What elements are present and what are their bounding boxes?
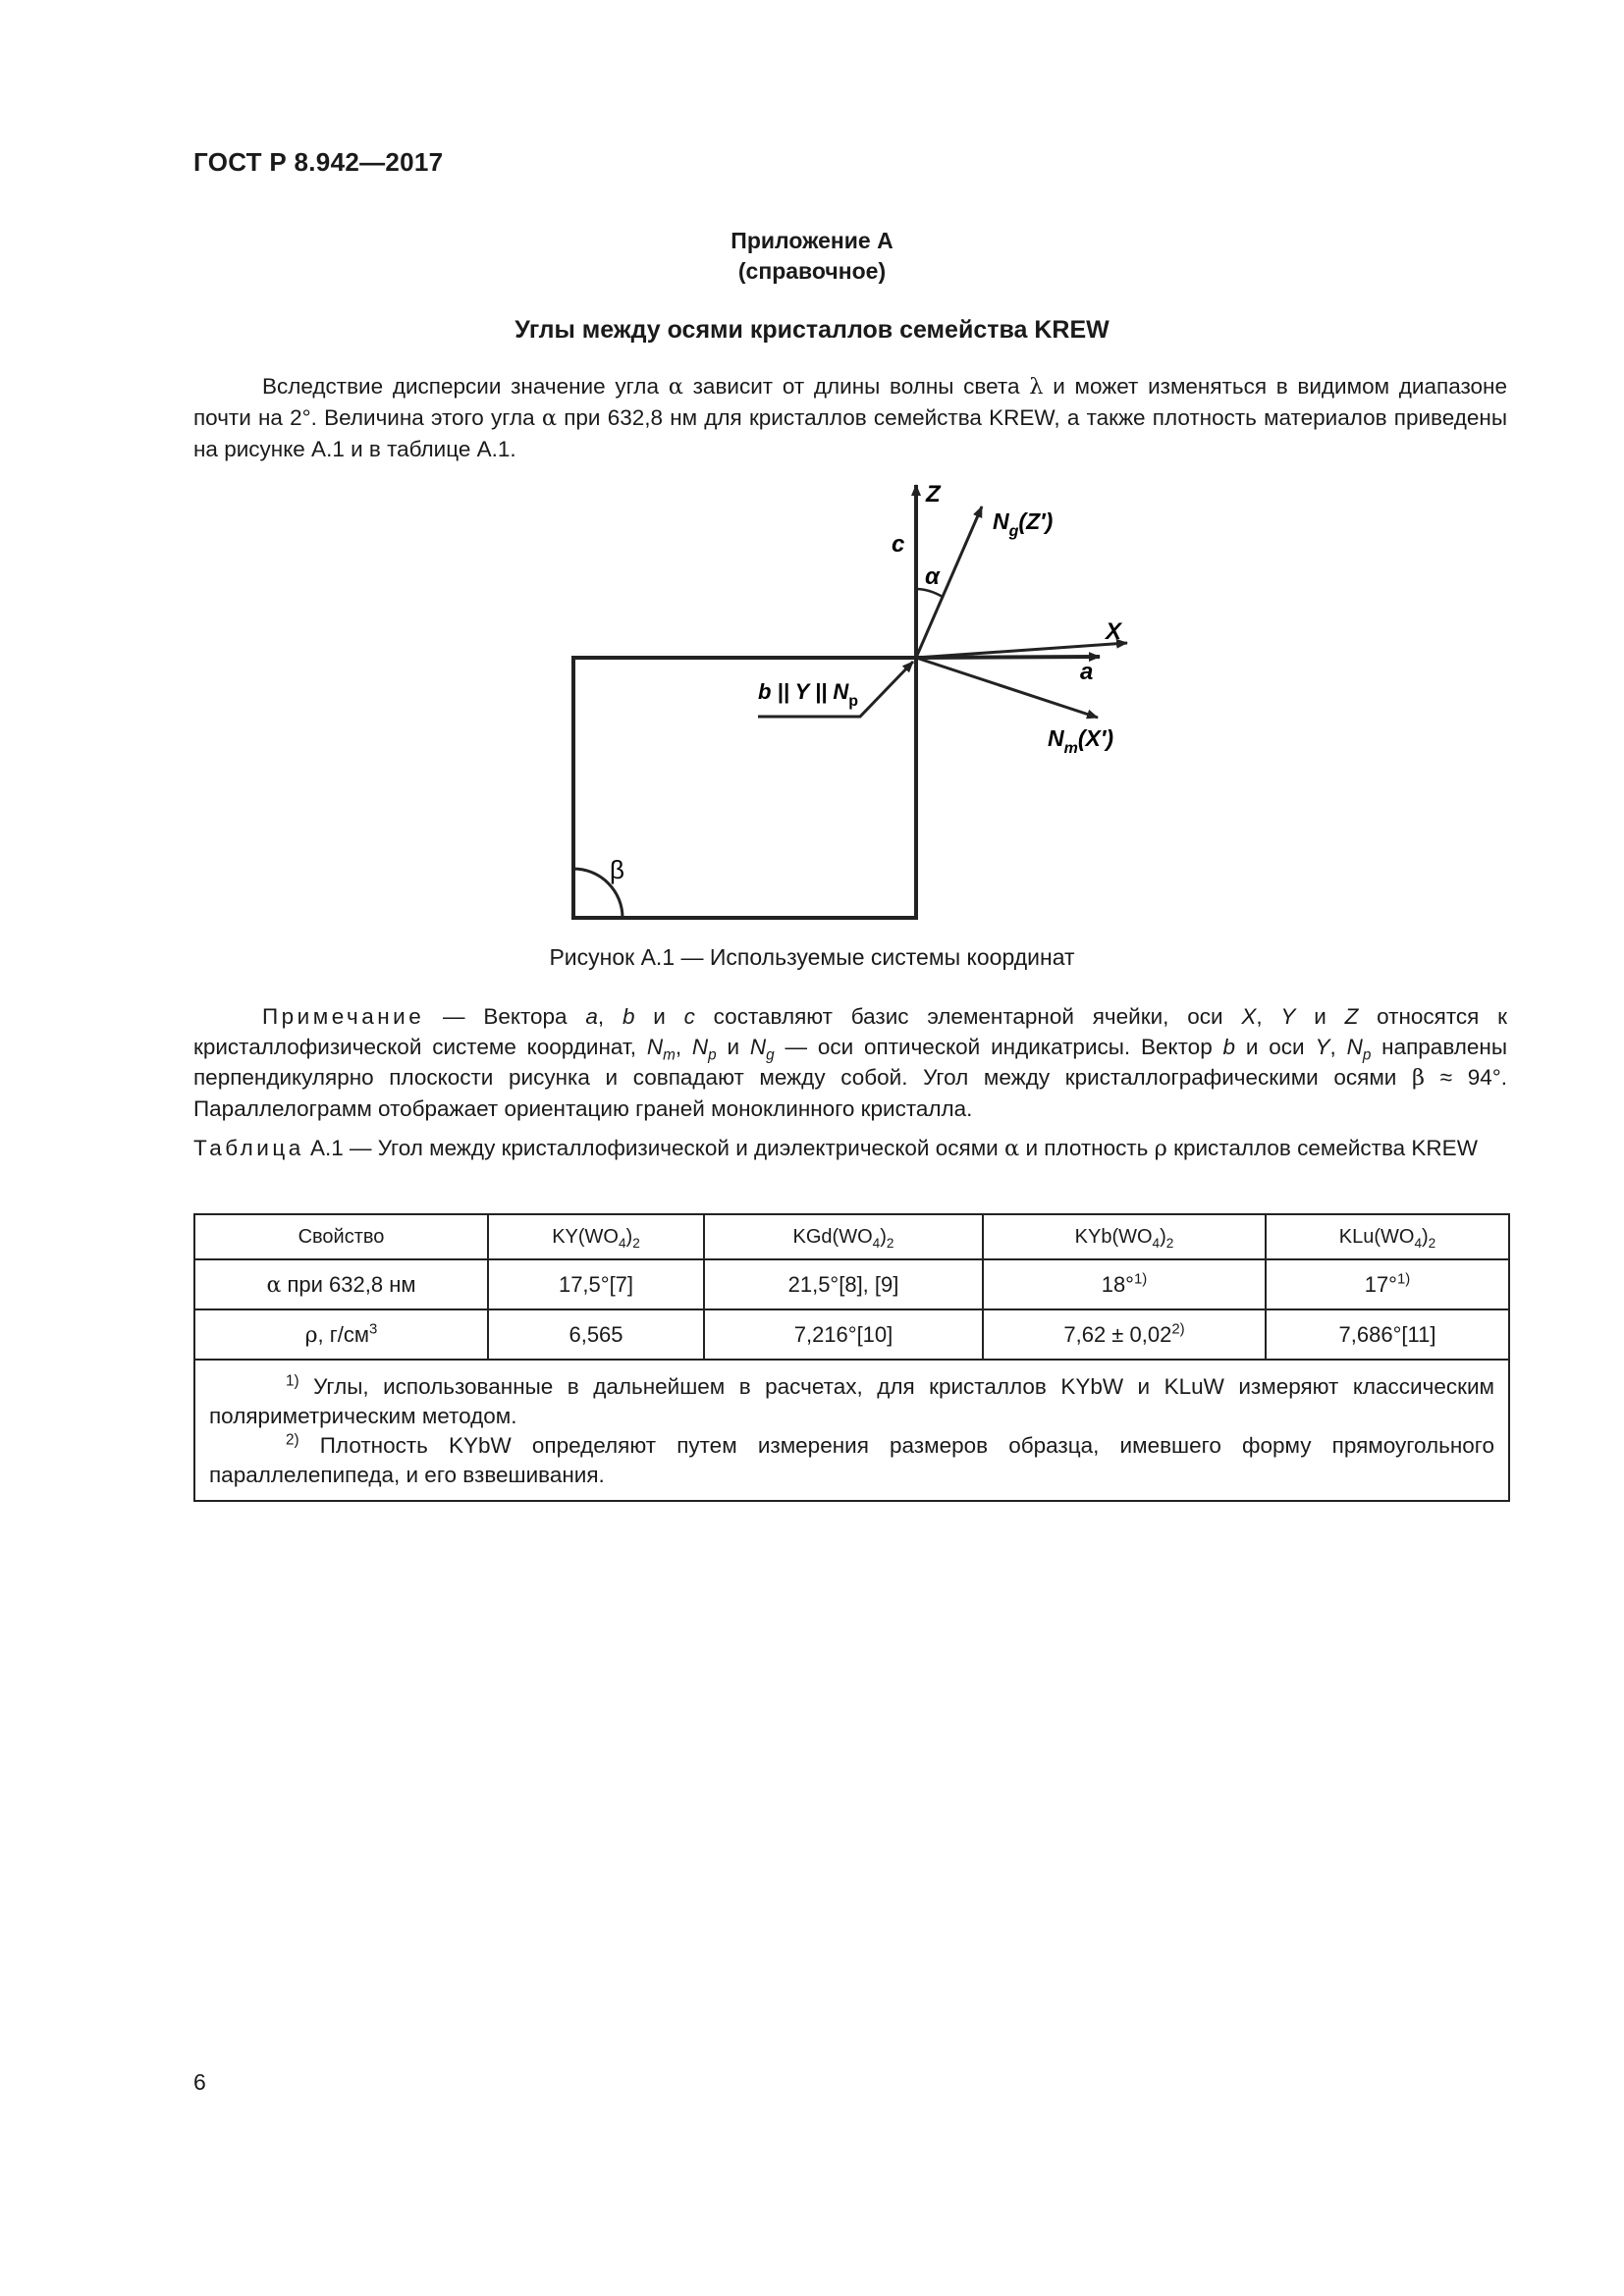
intro-text: при 632,8 нм для кристаллов семейства KREW, а также плотность материалов приведены на рисунке А.1 и в таблице А.1. (193, 405, 1507, 461)
document-code-header: ГОСТ Р 8.942—2017 (193, 147, 444, 177)
note-var: N (1346, 1035, 1363, 1059)
rho-symbol: ρ (1154, 1136, 1167, 1161)
table-notes-row (194, 1360, 1509, 1501)
note-subscript: m (663, 1046, 676, 1064)
table-cell: α при 632,8 нм (194, 1259, 488, 1309)
note-text: и (716, 1035, 750, 1059)
intro-text: и может изменяться в видимом диапазоне почти на 2°. Величина этого угла (193, 374, 1507, 430)
appendix-subtitle: (справочное) (737, 258, 887, 284)
alpha-symbol: α (541, 405, 558, 431)
table-cell: 6,565 (488, 1309, 704, 1360)
note-subscript: g (766, 1046, 775, 1064)
note-var: N (646, 1035, 664, 1059)
x-label: X (1106, 618, 1122, 645)
nm-label: $N_m(X')$ (1048, 725, 1114, 757)
table-cell: 7,216°[10] (704, 1309, 983, 1360)
note-var: Z (1344, 1004, 1359, 1029)
appendix-title: Приложение А (731, 228, 893, 253)
note-text: направлены перпендикулярно плоскости рисунка и совпадают между собой. Угол между кристаллографическими осями (193, 1035, 1507, 1090)
table-notes (194, 1360, 1509, 1501)
note-var: Y (1315, 1035, 1330, 1059)
nm-axis (916, 658, 1098, 718)
header-cell: $KY(WO_4)_2$ (488, 1214, 704, 1259)
b-y-np-label: b || Y || $N_p$ (758, 679, 859, 710)
table-cell: 18°$^{1)}$ (983, 1259, 1266, 1309)
table-caption-text: А.1 — Угол между кристаллофизической и диэлектрической осями (303, 1136, 1004, 1160)
section-title: Углы между осями кристаллов семейства KREW (514, 316, 1110, 344)
table-cell: 17°$^{1)}$ (1266, 1259, 1509, 1309)
note-text: составляют базис элементарной ячейки, оси (694, 1004, 1242, 1029)
table-caption-text: и плотность (1019, 1136, 1155, 1160)
table-caption (193, 1133, 1507, 1164)
table-footnote: $^{1)}$ Углы, использованные в дальнейшем в расчетах, для кристаллов KYbW и KLuW измеряют классическим поляриметрическим методом. (209, 1372, 1494, 1428)
coordinate-systems-figure (0, 0, 1624, 942)
table-cell: 7,686°[11] (1266, 1309, 1509, 1360)
note-text: , (675, 1035, 692, 1059)
table-footnote: $^{2)}$ Плотность KYbW определяют путем измерения размеров образца, имевшего форму прямоугольного параллелепипеда, и его взвешивания. (209, 1431, 1494, 1487)
note-text: — оси оптической индикатрисы. Вектор (774, 1035, 1223, 1059)
header-cell: Свойство (194, 1214, 488, 1259)
note-var: N (691, 1035, 709, 1059)
note-subscript: p (708, 1046, 717, 1064)
note-text: и оси (1235, 1035, 1316, 1059)
table-cell: $7,62 \pm 0,02^{2)}$ (983, 1309, 1266, 1360)
note-text: — Вектора (424, 1004, 586, 1029)
figure-caption: Рисунок А.1 — Используемые системы координат (549, 944, 1075, 970)
z-label: Z (926, 481, 941, 507)
note-text: относятся к кристаллофизической системе координат, (193, 1004, 1507, 1059)
page-number: 6 (193, 2069, 206, 2095)
properties-table (193, 1213, 1510, 1502)
intro-text: Вследствие дисперсии значение угла (262, 374, 669, 399)
c-label: c (892, 531, 905, 558)
note-var: b (622, 1004, 635, 1029)
table-row (194, 1259, 1509, 1309)
note-var: b (1222, 1035, 1236, 1059)
beta-symbol: β (1412, 1065, 1426, 1091)
alpha-symbol: α (1004, 1136, 1020, 1161)
note-text: , (597, 1004, 623, 1029)
intro-text: зависит от длины волны света (682, 374, 1030, 399)
note-text: , (1256, 1004, 1281, 1029)
note-text: и (1295, 1004, 1345, 1029)
ng-label: $N_g(Z')$ (993, 508, 1054, 540)
crystal-parallelogram (573, 658, 916, 918)
header-cell: $KYb(WO_4)_2$ (983, 1214, 1266, 1259)
lambda-symbol: λ (1029, 374, 1044, 400)
note-var: X (1241, 1004, 1257, 1029)
note-subscript: p (1362, 1046, 1372, 1064)
note-var: N (749, 1035, 767, 1059)
note-text: и (634, 1004, 684, 1029)
alpha-symbol: α (668, 374, 683, 400)
beta-label: β (610, 855, 624, 884)
note-var: Y (1280, 1004, 1296, 1029)
table-caption-label: Таблица (193, 1136, 304, 1160)
note-paragraph (193, 1001, 1507, 1124)
note-text: ≈ 94°. Параллелограмм отображает ориентацию граней моноклинного кристалла. (193, 1065, 1507, 1121)
table-header-row (194, 1214, 1509, 1259)
table-cell: 21,5°[8], [9] (704, 1259, 983, 1309)
table-row (194, 1309, 1509, 1360)
alpha-label: α (925, 563, 940, 590)
note-text: , (1329, 1035, 1347, 1059)
table-cell: ρ, $г/см^3$ (194, 1309, 488, 1360)
table-caption-text: кристаллов семейства KREW (1166, 1136, 1478, 1160)
header-cell: $KGd(WO_4)_2$ (704, 1214, 983, 1259)
a-label: a (1080, 659, 1094, 685)
table-cell: 17,5°[7] (488, 1259, 704, 1309)
note-var: a (585, 1004, 598, 1029)
header-cell: $KLu(WO_4)_2$ (1266, 1214, 1509, 1259)
note-var: c (683, 1004, 695, 1029)
alpha-angle-arc (916, 589, 943, 597)
note-label: Примечание (262, 1004, 425, 1029)
